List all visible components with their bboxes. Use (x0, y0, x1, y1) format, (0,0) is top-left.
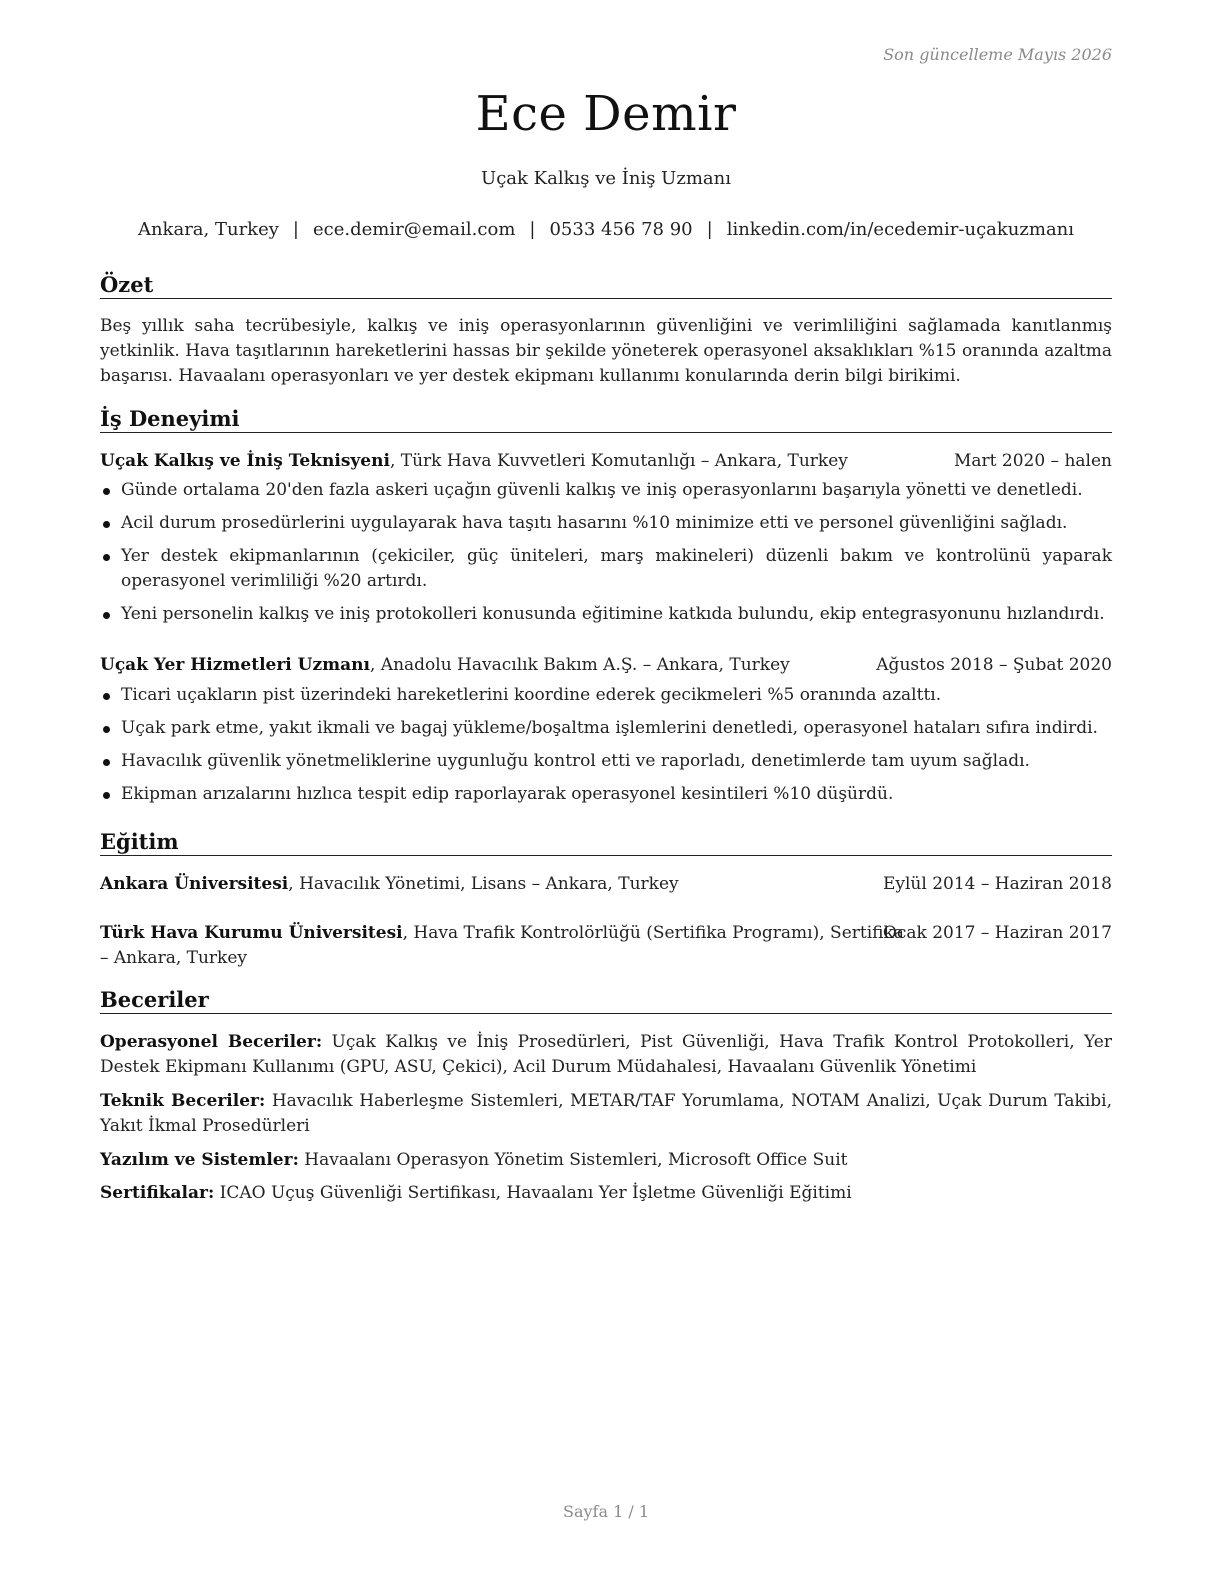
skill-text: Havaalanı Operasyon Yönetim Sistemleri, Microsoft Office Suit (298, 1150, 848, 1170)
job-title: Uçak Kalkış ve İniş Uzmanı (481, 168, 731, 189)
contact-location: Ankara, Turkey (137, 219, 279, 240)
contact-linkedin[interactable]: linkedin.com/in/ecedemir-uçakuzmanı (726, 219, 1075, 240)
job-organization: , Anadolu Havacılık Bakım A.Ş. – Ankara, Turkey (369, 655, 790, 675)
job-role: Uçak Kalkış ve İniş Teknisyeni (100, 451, 390, 471)
skill-text: Uçak Kalkış ve İniş Prosedürleri, Pist Güvenliği, Hava Trafik Kontrol Protokolleri, Yer Destek Ekipmanı Kullanımı (GPU, ASU, Çekici), Acil Durum Müdahalesi, Havaalanı Güvenlik Yönetimi (100, 1032, 1112, 1077)
education-school: Türk Hava Kurumu Üniversitesi (100, 923, 403, 943)
education-school: Ankara Üniversitesi (100, 874, 289, 894)
job-dates: Mart 2020 – halen (953, 451, 1112, 471)
skill-row (100, 1030, 1112, 1080)
section-heading-experience: İş Deneyimi (100, 406, 1112, 433)
job-organization: , Türk Hava Kuvvetleri Komutanlığı – Ankara, Turkey (389, 451, 848, 471)
contact-phone: 0533 456 78 90 (549, 219, 693, 240)
job-bullet: Havacılık güvenlik yönetmeliklerine uygunluğu kontrol etti ve raporladı, denetimlerde tam uyum sağladı. (100, 749, 1112, 774)
section-heading-summary: Özet (100, 272, 1112, 299)
skill-row (100, 1089, 1112, 1139)
job-bullet: Yer destek ekipmanlarının (çekiciler, güç üniteleri, marş makineleri) düzenli bakım ve kontrolünü yaparak operasyonel verimliliği %20 artırdı. (100, 544, 1112, 594)
education-dates: Ocak 2017 – Haziran 2017 (882, 923, 1112, 943)
job-role: Uçak Yer Hizmetleri Uzmanı (100, 655, 370, 675)
contact-email[interactable]: ece.demir@email.com (313, 219, 516, 240)
job-dates: Ağustos 2018 – Şubat 2020 (876, 655, 1112, 675)
job-bullet: Ticari uçakların pist üzerindeki hareketlerini koordine ederek gecikmeleri %5 oranında azalttı. (100, 683, 1112, 708)
contact-line (100, 219, 1112, 240)
contact-separator: | (529, 219, 536, 240)
contact-separator: | (706, 219, 713, 240)
skill-label: Teknik Beceriler: (100, 1091, 266, 1111)
section-heading-education: Eğitim (100, 829, 1112, 856)
skill-label: Yazılım ve Sistemler: (100, 1150, 299, 1170)
contact-separator: | (292, 219, 299, 240)
skill-text: Havacılık Haberleşme Sistemleri, METAR/TAF Yorumlama, NOTAM Analizi, Uçak Durum Takibi, Yakıt İkmal Prosedürleri (100, 1091, 1112, 1136)
education-detail: , Havacılık Yönetimi, Lisans – Ankara, Turkey (288, 874, 679, 894)
job-bullet: Günde ortalama 20'den fazla askeri uçağın güvenli kalkış ve iniş operasyonlarını başarıyla yönetti ve denetledi. (100, 478, 1112, 503)
education-detail: , Hava Trafik Kontrolörlüğü (Sertifika Programı), Sertifika (402, 923, 904, 943)
skill-row (100, 1181, 1112, 1206)
skill-label: Operasyonel Beceriler: (100, 1032, 323, 1052)
job-bullet: Ekipman arızalarını hızlıca tespit edip raporlayarak operasyonel kesintileri %10 düşürdü. (100, 782, 1112, 807)
job-bullet-list (100, 478, 1112, 635)
candidate-name: Ece Demir (475, 86, 737, 142)
section-heading-skills: Beceriler (100, 987, 1112, 1014)
last-updated: Son güncelleme Mayıs 2026 (883, 45, 1112, 64)
education-dates: Eylül 2014 – Haziran 2018 (882, 874, 1112, 894)
job-bullet: Uçak park etme, yakıt ikmali ve bagaj yükleme/boşaltma işlemlerini denetledi, operasyonel hataları sıfıra indirdi. (100, 716, 1112, 741)
summary-text: Beş yıllık saha tecrübesiyle, kalkış ve iniş operasyonlarının güvenliğini ve verimliliğini sağlamada kanıtlanmış yetkinlik. Hava taşıtlarının hareketlerini hassas bir şekilde yöneterek operasyonel aksaklıkları %15 oranında azaltma başarısı. Havaalanı operasyonları ve yer destek ekipmanı kullanımı konularında derin bilgi birikimi. (100, 316, 1112, 386)
page-number: Sayfa 1 / 1 (562, 1502, 649, 1521)
skill-row (100, 1148, 1112, 1173)
job-bullet: Acil durum prosedürlerini uygulayarak hava taşıtı hasarını %10 minimize etti ve personel güvenliğini sağladı. (100, 511, 1112, 536)
skill-label: Sertifikalar: (100, 1183, 215, 1203)
education-location: – Ankara, Turkey (100, 948, 248, 968)
job-bullet-list (100, 683, 1112, 815)
job-bullet: Yeni personelin kalkış ve iniş protokolleri konusunda eğitimine katkıda bulundu, ekip entegrasyonunu hızlandırdı. (100, 602, 1112, 627)
resume-page (100, 0, 1112, 1584)
skill-text: ICAO Uçuş Güvenliği Sertifikası, Havaalanı Yer İşletme Güvenliği Eğitimi (214, 1183, 852, 1203)
